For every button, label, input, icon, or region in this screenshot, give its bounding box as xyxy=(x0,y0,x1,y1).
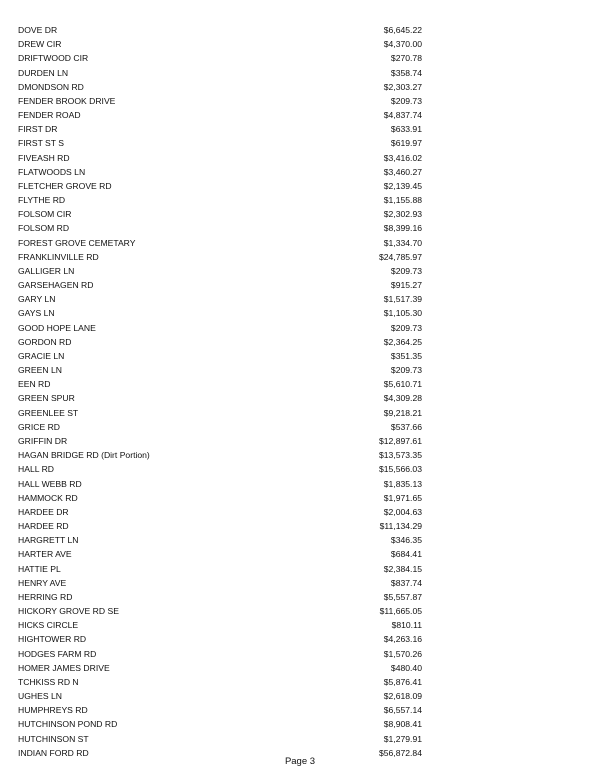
amount: $9,218.21 xyxy=(383,407,422,418)
table-row xyxy=(0,136,600,150)
road-cost-list xyxy=(0,23,600,760)
table-row xyxy=(0,51,600,65)
table-row xyxy=(0,477,600,491)
road-name: HUTCHINSON POND RD xyxy=(18,719,118,730)
road-name: GARY LN xyxy=(18,294,56,305)
road-name: DRIFTWOOD CIR xyxy=(18,53,89,64)
table-row xyxy=(0,193,600,207)
road-name: DOVE DR xyxy=(18,25,58,35)
road-name: HIGHTOWER RD xyxy=(18,634,87,645)
table-row xyxy=(0,618,600,632)
table-row xyxy=(0,732,600,746)
road-name: HATTIE PL xyxy=(18,563,61,574)
table-row xyxy=(0,547,600,561)
table-row xyxy=(0,151,600,165)
amount: $2,384.15 xyxy=(383,563,422,574)
amount: $2,303.27 xyxy=(383,81,422,92)
road-name: FLATWOODS LN xyxy=(18,166,86,177)
road-name: FENDER ROAD xyxy=(18,110,81,121)
amount: $1,971.65 xyxy=(383,492,422,503)
road-name: DMONDSON RD xyxy=(18,81,84,92)
amount: $1,835.13 xyxy=(383,478,422,489)
amount: $837.74 xyxy=(390,577,422,588)
table-row xyxy=(0,377,600,391)
road-name: HICKS CIRCLE xyxy=(18,620,79,631)
amount: $24,785.97 xyxy=(378,251,422,262)
road-name: HAMMOCK RD xyxy=(18,492,78,503)
table-row xyxy=(0,94,600,108)
amount: $810.11 xyxy=(391,620,422,631)
table-row xyxy=(0,363,600,377)
road-name: GREENLEE ST xyxy=(18,407,79,418)
amount: $5,557.87 xyxy=(383,591,422,602)
road-name: HALL RD xyxy=(18,464,54,475)
amount: $209.73 xyxy=(390,265,422,276)
table-row xyxy=(0,391,600,405)
table-row xyxy=(0,505,600,519)
amount: $480.40 xyxy=(390,662,422,673)
amount: $4,263.16 xyxy=(383,634,422,645)
amount: $3,460.27 xyxy=(383,166,422,177)
amount: $13,573.35 xyxy=(378,450,422,461)
amount: $1,334.70 xyxy=(383,237,422,248)
amount: $358.74 xyxy=(390,67,422,78)
table-row xyxy=(0,292,600,306)
amount: $5,610.71 xyxy=(383,379,422,390)
amount: $3,416.02 xyxy=(383,152,422,163)
table-row xyxy=(0,335,600,349)
amount: $4,370.00 xyxy=(383,39,422,50)
table-row xyxy=(0,179,600,193)
road-name: GREEN SPUR xyxy=(18,393,75,404)
amount: $2,139.45 xyxy=(383,180,422,191)
amount: $537.66 xyxy=(390,421,422,432)
amount: $4,309.28 xyxy=(383,393,422,404)
amount: $2,004.63 xyxy=(383,506,422,517)
road-name: GRIFFIN DR xyxy=(18,435,68,446)
amount: $8,908.41 xyxy=(383,719,422,730)
amount: $2,364.25 xyxy=(383,336,422,347)
table-row xyxy=(0,66,600,80)
table-row xyxy=(0,590,600,604)
table-row xyxy=(0,306,600,320)
table-row xyxy=(0,80,600,94)
table-row xyxy=(0,717,600,731)
amount: $56,872.84 xyxy=(378,747,422,758)
table-row xyxy=(0,278,600,292)
amount: $5,876.41 xyxy=(383,676,422,687)
road-name: FOREST GROVE CEMETARY xyxy=(18,237,136,248)
amount: $633.91 xyxy=(390,124,422,135)
road-name: HOMER JAMES DRIVE xyxy=(18,662,110,673)
road-name: FOLSOM RD xyxy=(18,223,70,234)
road-name: HUMPHREYS RD xyxy=(18,705,88,716)
table-row xyxy=(0,448,600,462)
road-name: GALLIGER LN xyxy=(18,265,75,276)
road-name: GRACIE LN xyxy=(18,350,65,361)
road-name: TCHKISS RD N xyxy=(18,676,79,687)
amount: $209.73 xyxy=(390,365,422,376)
amount: $15,566.03 xyxy=(378,464,422,475)
amount: $1,279.91 xyxy=(383,733,422,744)
road-name: HARDEE RD xyxy=(18,521,69,532)
road-name: GOOD HOPE LANE xyxy=(18,322,96,333)
road-name: HERRING RD xyxy=(18,591,73,602)
table-row xyxy=(0,703,600,717)
road-name: DURDEN LN xyxy=(18,67,69,78)
amount: $684.41 xyxy=(390,549,422,560)
road-name: HUTCHINSON ST xyxy=(18,733,89,744)
amount: $209.73 xyxy=(390,95,422,106)
amount: $1,517.39 xyxy=(383,294,422,305)
road-name: INDIAN FORD RD xyxy=(18,747,89,758)
amount: $8,399.16 xyxy=(383,223,422,234)
table-row xyxy=(0,37,600,51)
table-row xyxy=(0,420,600,434)
table-row xyxy=(0,519,600,533)
road-name: HICKORY GROVE RD SE xyxy=(18,606,119,617)
table-row xyxy=(0,533,600,547)
road-name: FIRST DR xyxy=(18,124,58,135)
amount: $209.73 xyxy=(390,322,422,333)
amount: $619.97 xyxy=(390,138,422,149)
table-row xyxy=(0,23,600,37)
table-row xyxy=(0,562,600,576)
table-row xyxy=(0,108,600,122)
amount: $1,155.88 xyxy=(383,195,422,206)
road-name: FLYTHE RD xyxy=(18,195,66,206)
table-row xyxy=(0,122,600,136)
table-row xyxy=(0,264,600,278)
road-name: FLETCHER GROVE RD xyxy=(18,180,112,191)
table-row xyxy=(0,349,600,363)
road-name: GARSEHAGEN RD xyxy=(18,280,94,291)
table-row xyxy=(0,604,600,618)
table-row xyxy=(0,647,600,661)
road-name: GORDON RD xyxy=(18,336,72,347)
table-row xyxy=(0,632,600,646)
road-name: HARTER AVE xyxy=(18,549,72,560)
amount: $1,570.26 xyxy=(383,648,422,659)
road-name: GREEN LN xyxy=(18,365,62,376)
table-row xyxy=(0,689,600,703)
table-row xyxy=(0,250,600,264)
road-name: HAGAN BRIDGE RD (Dirt Portion) xyxy=(18,450,150,461)
table-row xyxy=(0,661,600,675)
road-name: FIRST ST S xyxy=(18,138,65,149)
road-name: HODGES FARM RD xyxy=(18,648,97,659)
amount: $11,134.29 xyxy=(379,521,422,532)
road-name: HARDEE DR xyxy=(18,506,69,517)
road-name: GAYS LN xyxy=(18,308,55,319)
table-row xyxy=(0,207,600,221)
amount: $2,302.93 xyxy=(383,209,422,220)
page-number: Page 3 xyxy=(284,756,316,767)
amount: $915.27 xyxy=(390,280,422,291)
road-name: FOLSOM CIR xyxy=(18,209,72,220)
amount: $1,105.30 xyxy=(383,308,422,319)
road-name: DREW CIR xyxy=(18,39,62,50)
road-name: EEN RD xyxy=(18,379,51,390)
amount: $270.78 xyxy=(390,53,422,64)
table-row xyxy=(0,236,600,250)
table-row xyxy=(0,462,600,476)
road-name: HENRY AVE xyxy=(18,577,67,588)
table-row xyxy=(0,491,600,505)
table-row xyxy=(0,221,600,235)
road-name: HARGRETT LN xyxy=(18,535,79,546)
table-row xyxy=(0,321,600,335)
road-name: FENDER BROOK DRIVE xyxy=(18,95,116,106)
table-row xyxy=(0,406,600,420)
table-row xyxy=(0,675,600,689)
road-name: GRICE RD xyxy=(18,421,61,432)
table-row xyxy=(0,434,600,448)
amount: $2,618.09 xyxy=(383,691,422,702)
road-name: FRANKLINVILLE RD xyxy=(18,251,99,262)
amount: $12,897.61 xyxy=(378,435,422,446)
road-name: HALL WEBB RD xyxy=(18,478,82,489)
road-name: FIVEASH RD xyxy=(18,152,70,163)
amount: $11,665.05 xyxy=(379,606,422,617)
table-row xyxy=(0,576,600,590)
amount: $6,557.14 xyxy=(383,705,422,716)
amount: $351.35 xyxy=(390,350,422,361)
amount: $346.35 xyxy=(390,535,422,546)
amount: $4,837.74 xyxy=(383,110,422,121)
amount: $6,645.22 xyxy=(383,25,422,35)
table-row xyxy=(0,165,600,179)
road-name: UGHES LN xyxy=(18,691,62,702)
